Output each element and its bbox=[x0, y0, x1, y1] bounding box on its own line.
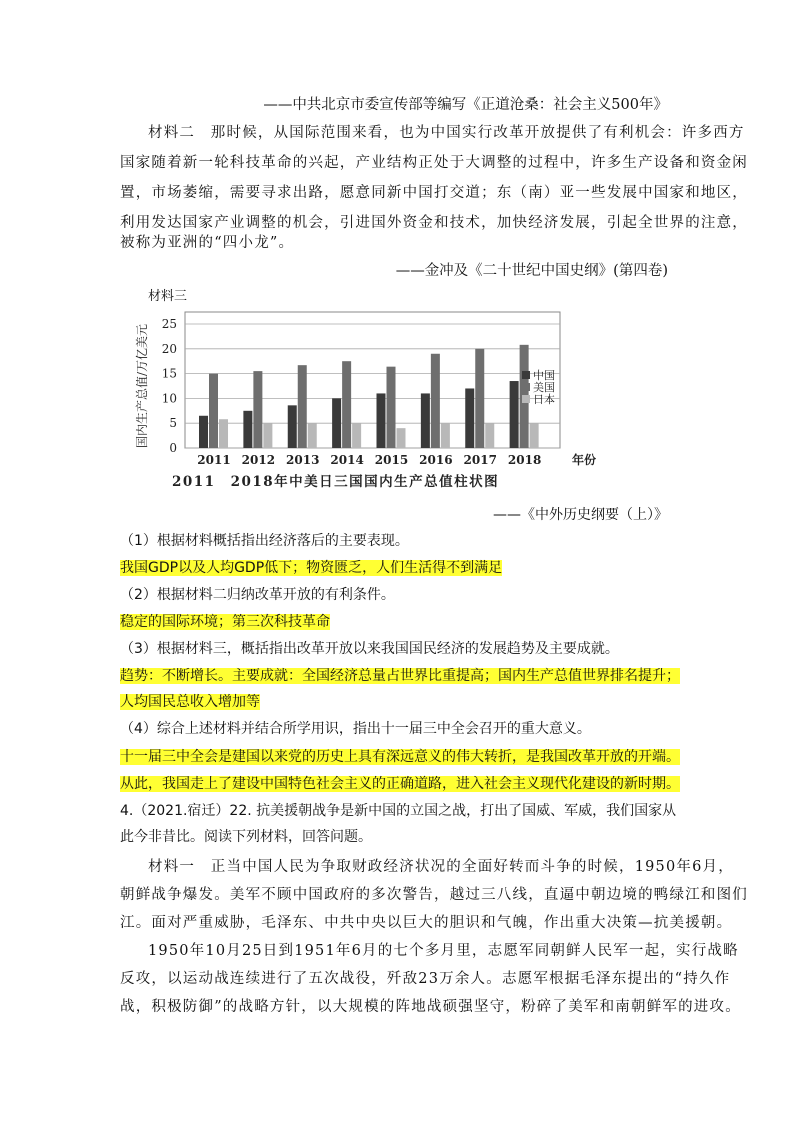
answer-4-line-1 bbox=[120, 746, 690, 768]
material3-label: 材料三 bbox=[148, 289, 188, 304]
material2-line-2: 国家随着新一轮科技革命的兴起，产业结构正处于大调整的过程中，许多生产设备和资金闲 bbox=[120, 155, 748, 171]
chart-title: 2011 2018年中美日三国国内生产总值柱状图 bbox=[172, 474, 500, 490]
material2-line-3: 置，市场萎缩，需要寻求出路，愿意同新中国打交道；东（南）亚一些发展中国家和地区， bbox=[120, 185, 748, 201]
material1-line-2: 朝鲜战争爆发。美军不顾中国政府的多次警告，越过三八线，直逼中朝边境的鸭绿江和图们 bbox=[120, 887, 748, 903]
bar-中国-2016 bbox=[421, 393, 430, 448]
bar-中国-2012 bbox=[243, 411, 252, 448]
bar-日本-2013 bbox=[308, 423, 317, 448]
bar-美国-2012 bbox=[253, 371, 262, 448]
y-tick-label: 5 bbox=[169, 416, 177, 431]
next-question-line-2: 此今非昔比。阅读下列材料，回答问题。 bbox=[120, 829, 372, 845]
answer-2 bbox=[120, 611, 690, 633]
legend-swatch-中国 bbox=[522, 371, 530, 379]
question-1: （1）根据材料概括指出经济落后的主要表现。 bbox=[120, 533, 409, 549]
legend-label-美国: 美国 bbox=[533, 381, 555, 394]
answer-1-text: 我国GDP以及人均GDP低下；物资匮乏，人们生活得不到满足 bbox=[120, 560, 503, 576]
material2-line-1: 材料二 那时候，从国际范围来看，也为中国实行改革开放提供了有利机会：许多西方 bbox=[148, 125, 745, 141]
y-tick-label: 25 bbox=[161, 317, 177, 331]
bar-美国-2013 bbox=[298, 365, 307, 448]
material1-line-3: 江。面对严重威胁，毛泽东、中共中央以巨大的胆识和气魄，作出重大决策—抗美援朝。 bbox=[120, 915, 733, 931]
y-tick-label: 15 bbox=[161, 366, 177, 381]
answer-3-text-1: 趋势：不断增长。主要成就：全国经济总量占世界比重提高；国内生产总值世界排名提升； bbox=[120, 668, 680, 684]
answer-3-line-1 bbox=[120, 665, 690, 687]
bar-日本-2015 bbox=[397, 428, 406, 448]
bar-中国-2013 bbox=[288, 405, 297, 448]
bar-日本-2014 bbox=[352, 423, 361, 448]
bar-中国-2017 bbox=[465, 388, 474, 448]
y-axis-label: 国内生产总值/万亿美元 bbox=[135, 323, 149, 449]
bar-日本-2012 bbox=[263, 423, 272, 448]
bar-日本-2017 bbox=[485, 423, 494, 448]
x-tick-label: 2017 bbox=[463, 453, 497, 467]
bar-美国-2017 bbox=[475, 349, 484, 448]
bar-美国-2016 bbox=[431, 354, 440, 448]
bar-美国-2011 bbox=[209, 374, 218, 448]
x-tick-label: 2018 bbox=[507, 453, 542, 467]
bar-中国-2014 bbox=[332, 398, 341, 448]
y-tick-label: 20 bbox=[161, 341, 177, 356]
x-tick-label: 2016 bbox=[419, 453, 453, 467]
material1b-line-2: 反攻，以运动战连续进行了五次战役，歼敌23万余人。志愿军根据毛泽东提出的“持久作 bbox=[120, 971, 731, 987]
plot-frame bbox=[185, 312, 560, 448]
answer-4-text-2: 从此，我国走上了建设中国特色社会主义的正确道路，进入社会主义现代化建设的新时期。 bbox=[120, 776, 680, 792]
legend-swatch-日本 bbox=[522, 395, 530, 403]
answer-3-text-2: 人均国民总收入增加等 bbox=[120, 694, 260, 710]
material2-line-5: 被称为亚洲的“四小龙”。 bbox=[120, 235, 295, 251]
source-citation-3: ——《中外历史纲要（上）》 bbox=[493, 507, 668, 523]
question-2: （2）根据材料二归纳改革开放的有利条件。 bbox=[120, 587, 395, 603]
bar-日本-2016 bbox=[441, 423, 450, 448]
material1b-line-3: 战，积极防御”的战略方针，以大规模的阵地战硕强坚守，粉碎了美军和南朝鲜军的进攻。 bbox=[120, 999, 741, 1015]
answer-4-text-1: 十一届三中全会是建国以来党的历史上具有深远意义的伟大转折，是我国改革开放的开端。 bbox=[120, 749, 680, 765]
y-tick-label: 10 bbox=[161, 391, 177, 406]
bar-中国-2011 bbox=[199, 416, 208, 448]
bar-中国-2018 bbox=[510, 381, 519, 448]
legend-swatch-美国 bbox=[522, 383, 530, 391]
bar-日本-2011 bbox=[219, 419, 228, 448]
legend-label-日本: 日本 bbox=[533, 393, 555, 406]
x-axis-label: 年份 bbox=[572, 453, 597, 467]
bar-美国-2014 bbox=[342, 361, 351, 448]
material2-line-4: 利用发达国家产业调整的机会，引进国外资金和技术，加快经济发展，引起全世界的注意， bbox=[120, 215, 748, 231]
x-tick-label: 2011 bbox=[197, 453, 231, 467]
question-3: （3）根据材料三，概括指出改革开放以来我国国民经济的发展趋势及主要成就。 bbox=[120, 641, 619, 657]
answer-2-text: 稳定的国际环境；第三次科技革命 bbox=[120, 614, 330, 630]
bar-中国-2015 bbox=[377, 393, 386, 448]
bar-日本-2018 bbox=[530, 423, 539, 448]
material1-line-1: 材料一 正当中国人民为争取财政经济状况的全面好转而斗争的时候，1950年6月， bbox=[148, 859, 734, 875]
source-citation-2: ——金冲及《二十世纪中国史纲》(第四卷) bbox=[395, 263, 668, 279]
question-4: （4）综合上述材料并结合所学用识，指出十一届三中全会召开的重大意义。 bbox=[120, 721, 591, 737]
gdp-bar-chart bbox=[120, 286, 680, 492]
x-tick-label: 2014 bbox=[330, 453, 364, 467]
answer-1 bbox=[120, 557, 690, 579]
chart-svg bbox=[120, 286, 680, 492]
next-question-line-1: 4.（2021.宿迁）22. 抗美援朝战争是新中国的立国之战，打出了国威、军威，我们国家从 bbox=[120, 803, 677, 819]
x-tick-label: 2013 bbox=[286, 453, 320, 467]
y-tick-label: 0 bbox=[169, 441, 177, 455]
legend-label-中国: 中国 bbox=[533, 369, 555, 382]
x-tick-label: 2015 bbox=[374, 453, 409, 467]
material1b-line-1: 1950年10月25日到1951年6月的七个多月里，志愿军同朝鲜人民军一起，实行战略 bbox=[148, 943, 739, 959]
bar-美国-2015 bbox=[387, 367, 396, 448]
answer-4-line-2 bbox=[120, 773, 690, 795]
x-tick-label: 2012 bbox=[241, 453, 276, 467]
source-citation-1: ——中共北京市委宣传部等编写《正道沧桑：社会主义500年》 bbox=[263, 97, 668, 113]
answer-3-line-2 bbox=[120, 691, 690, 713]
